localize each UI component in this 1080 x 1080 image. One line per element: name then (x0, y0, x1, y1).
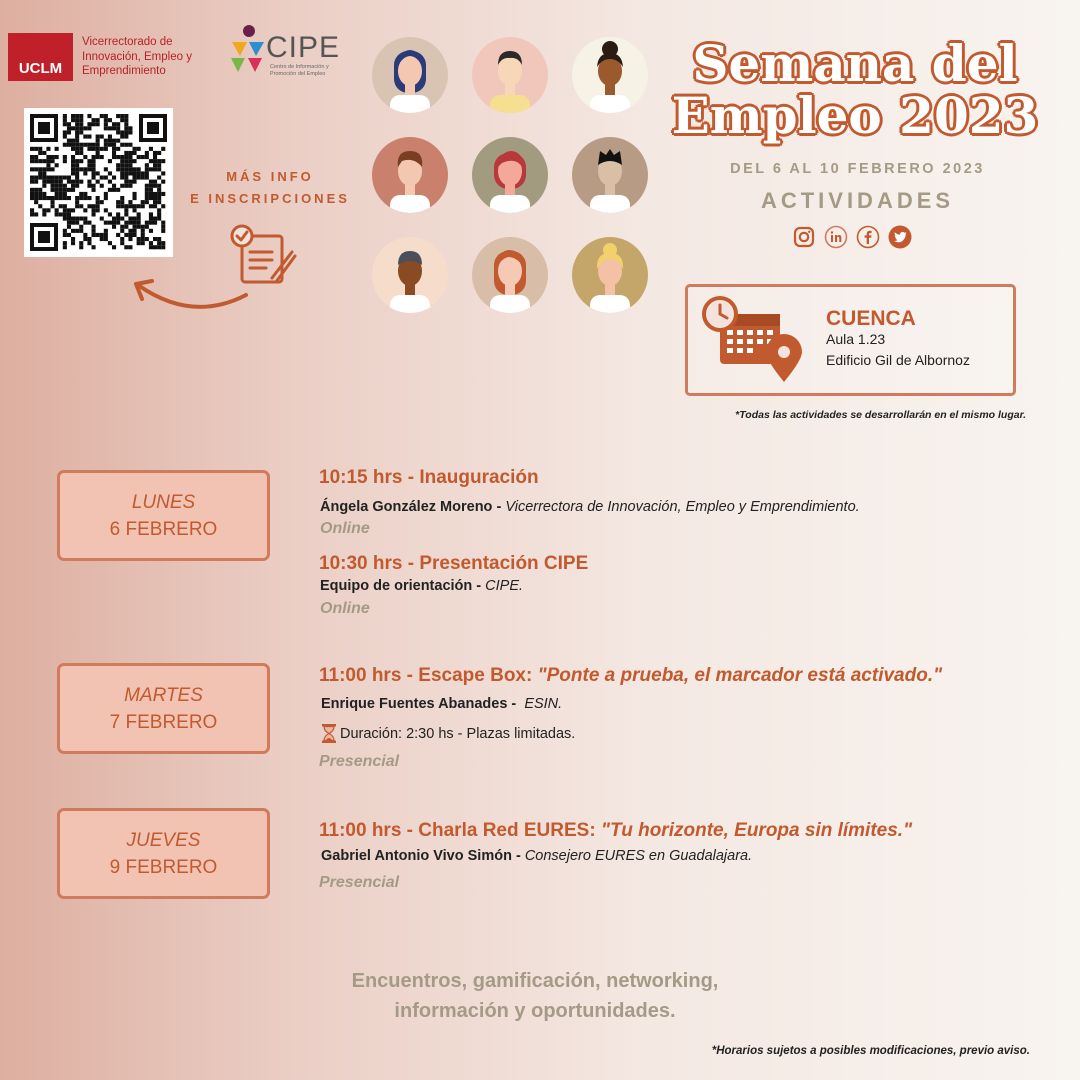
avatar (572, 237, 648, 313)
section-heading: ACTIVIDADES (760, 188, 955, 213)
hourglass-icon (321, 724, 337, 743)
event-title (319, 820, 912, 842)
event-role: Vicerrectora de Innovación, Empleo y Emprendimiento. (505, 499, 860, 515)
event-title: 10:15 hrs - Inauguración (319, 467, 539, 488)
more-info-line1: MÁS INFO (226, 169, 314, 184)
event-title-prefix: 11:00 hrs - Charla Red EURES: (319, 820, 601, 841)
day-name: MARTES (124, 684, 203, 706)
location-building: Edificio Gil de Albornoz (826, 352, 970, 368)
day-box-jueves (57, 808, 270, 899)
more-info-label (180, 166, 360, 210)
event-title (319, 665, 942, 687)
event-speaker: Ángela González Moreno (320, 499, 493, 515)
event-speaker: Enrique Fuentes Abanades (321, 696, 508, 712)
event-mode: Online (320, 520, 370, 537)
event-role: Consejero EURES en Guadalajara. (524, 848, 753, 864)
event-duration: Duración: 2:30 hs - Plazas limitadas. (340, 725, 576, 742)
location-note: *Todas las actividades se desarrollarán en el mismo lugar. (735, 409, 1026, 421)
event-dates: DEL 6 AL 10 FEBRERO 2023 (730, 161, 985, 177)
cipe-logo-mark (228, 24, 268, 84)
day-date: 6 FEBRERO (109, 518, 218, 540)
location-city: CUENCA (826, 307, 916, 330)
day-box-martes (57, 663, 270, 754)
curved-arrow-icon (122, 255, 252, 315)
event-mode: Presencial (319, 753, 400, 770)
event-duration-line (321, 724, 575, 743)
event-speaker: Equipo de orientación (320, 578, 473, 594)
event-speaker-line: Equipo de orientación - CIPE. (320, 578, 524, 594)
qr-code[interactable] (24, 108, 173, 257)
cipe-logo: CIPE (266, 31, 341, 64)
event-mode: Online (320, 600, 370, 617)
calendar-location-icon (700, 296, 805, 388)
avatar (572, 37, 648, 113)
event-speaker-line: Ángela González Moreno - Vicerrectora de Innovación, Empleo y Emprendimiento. (320, 499, 860, 515)
event-title-line1: Semana del (692, 34, 1018, 93)
more-info-line2: E INSCRIPCIONES (190, 191, 350, 206)
event-role: ESIN. (524, 696, 563, 712)
avatar (572, 137, 648, 213)
event-speaker-line: Enrique Fuentes Abanades - ESIN. (321, 696, 563, 712)
facebook-icon[interactable] (856, 225, 880, 249)
twitter-icon[interactable] (888, 225, 912, 249)
vicerrectorado-label: Vicerrectorado de Innovación, Empleo y Emprendimiento (82, 36, 192, 77)
event-title-line2: Empleo 2023 (671, 86, 1039, 145)
day-name: JUEVES (126, 829, 201, 851)
instagram-icon[interactable] (792, 225, 816, 249)
day-date: 7 FEBRERO (109, 711, 218, 733)
event-title-quote: "Tu horizonte, Europa sin límites." (600, 820, 913, 841)
social-icons (792, 225, 912, 249)
event-title (660, 34, 1050, 145)
avatar (472, 137, 548, 213)
day-box-lunes (57, 470, 270, 561)
tagline-line1: Encuentros, gamificación, networking, (351, 970, 719, 992)
tagline (300, 966, 770, 1026)
avatar (472, 37, 548, 113)
avatar (372, 237, 448, 313)
event-mode: Presencial (319, 874, 400, 891)
day-date: 9 FEBRERO (109, 856, 218, 878)
avatar (372, 137, 448, 213)
day-name: LUNES (131, 491, 196, 513)
event-title-quote: "Ponte a prueba, el marcador está activado." (537, 665, 943, 686)
event-speaker-line: Gabriel Antonio Vivo Simón - Consejero EURES en Guadalajara. (321, 848, 753, 864)
event-role: CIPE. (485, 578, 524, 594)
tagline-line2: información y oportunidades. (394, 1000, 676, 1022)
event-title: 10:30 hrs - Presentación CIPE (319, 553, 589, 574)
avatar (372, 37, 448, 113)
avatar (472, 237, 548, 313)
footnote: *Horarios sujetos a posibles modificaciones, previo aviso. (711, 1045, 1030, 1057)
cipe-subtitle: Centro de Información y Promoción del Empleo (270, 64, 329, 77)
event-speaker: Gabriel Antonio Vivo Simón (321, 848, 512, 864)
uclm-logo: UCLM (8, 33, 73, 81)
linkedin-icon[interactable] (824, 225, 848, 249)
location-room: Aula 1.23 (826, 331, 886, 347)
event-title-prefix: 11:00 hrs - Escape Box: (319, 665, 538, 686)
